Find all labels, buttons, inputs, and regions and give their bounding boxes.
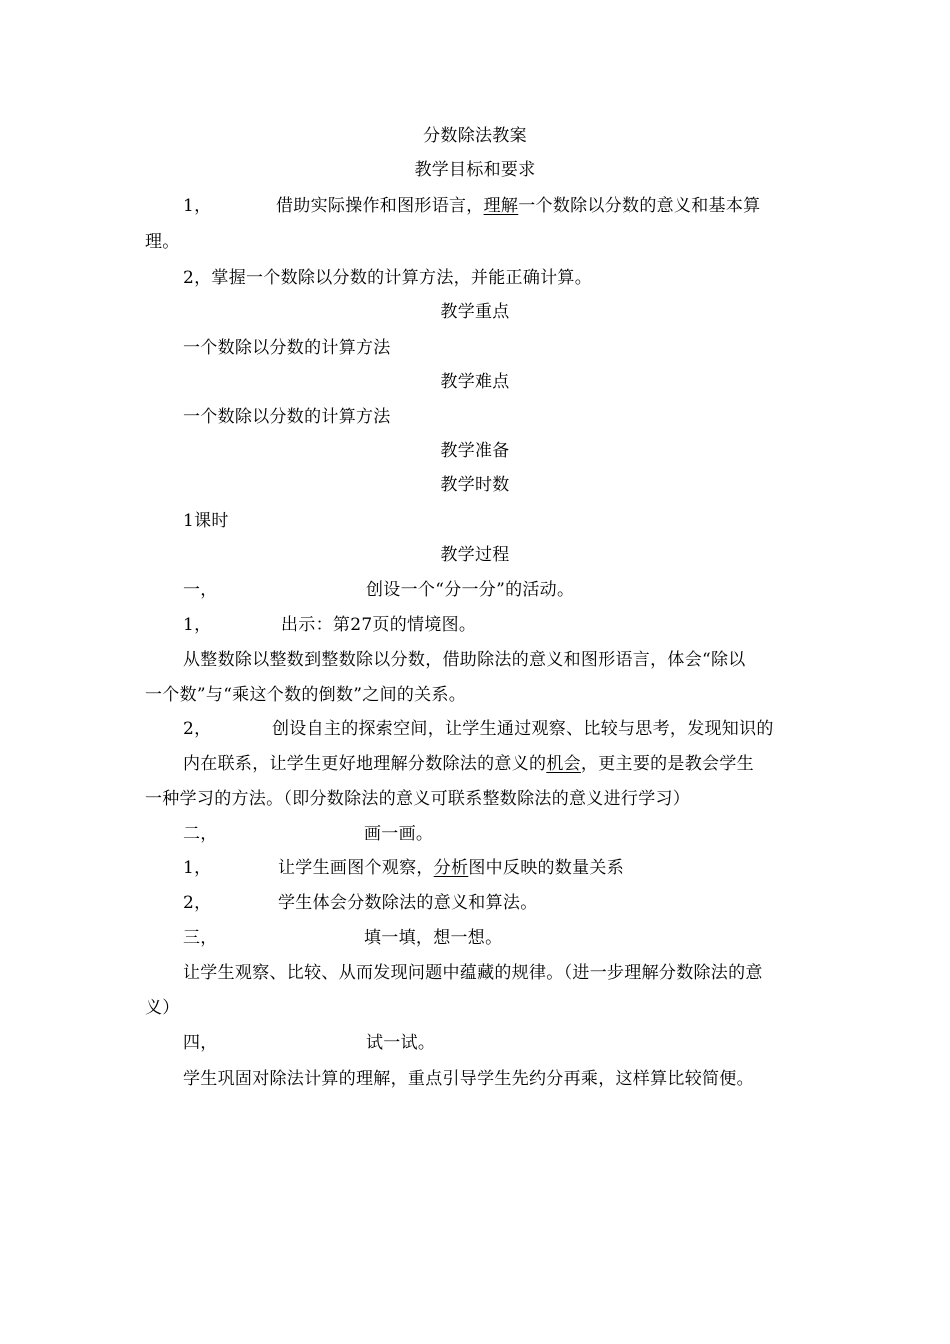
step2-item1-link-analyze[interactable]: 分析	[433, 858, 469, 878]
step2-number: 二，	[183, 824, 218, 844]
step1-item2-line2-post: ，更主要的是教会学生	[580, 754, 754, 774]
goal1-link-understand[interactable]: 理解	[483, 196, 519, 216]
heading-preparation: 教学准备	[440, 441, 510, 461]
step3-title: 填一填，想一想。	[364, 928, 503, 948]
step3-paragraph-line1: 让学生观察、比较、从而发现问题中蕴藏的规律。（进一步理解分数除法的意	[183, 963, 763, 983]
step1-title: 创设一个“分一分”的活动。	[366, 580, 575, 600]
step3-paragraph-line2: 义）	[145, 998, 180, 1018]
step2-item1-text-post: 图中反映的数量关系	[468, 858, 625, 878]
step1-item1-number: 1，	[183, 615, 212, 635]
goal1-number: 1，	[183, 196, 212, 216]
goal1-continuation: 理。	[145, 232, 180, 252]
step1-number: 一，	[183, 580, 218, 600]
step4-number: 四，	[183, 1033, 218, 1053]
step4-title: 试一试。	[366, 1033, 436, 1053]
goal1-text-pre: 借助实际操作和图形语言，	[276, 196, 484, 216]
goal1-text-post: 一个数除以分数的意义和基本算	[518, 196, 761, 216]
goal1-text	[276, 194, 760, 218]
step1-paragraph-line2: 一个数”与“乘这个数的倒数”之间的关系。	[145, 685, 467, 705]
heading-hours: 教学时数	[440, 475, 510, 495]
heading-difficult-point: 教学难点	[440, 372, 510, 392]
step1-item2-text: 创设自主的探索空间，让学生通过观察、比较与思考，发现知识的	[272, 719, 774, 739]
step1-item2-line2-pre: 内在联系，让学生更好地理解分数除法的意义的	[183, 754, 547, 774]
step2-title: 画一画。	[364, 824, 434, 844]
key-point-text: 一个数除以分数的计算方法	[183, 338, 391, 358]
step1-paragraph-line1: 从整数除以整数到整数除以分数，借助除法的意义和图形语言，体会“除以	[183, 650, 746, 670]
hours-text: 1课时	[183, 511, 229, 531]
step1-item2-number: 2，	[183, 719, 212, 739]
step4-paragraph: 学生巩固对除法计算的理解，重点引导学生先约分再乘，这样算比较简便。	[183, 1069, 754, 1089]
step1-item2-line2	[183, 752, 754, 776]
step2-item1-text	[278, 856, 624, 880]
step1-item2-line3: 一种学习的方法。（即分数除法的意义可联系整数除法的意义进行学习）	[145, 789, 691, 809]
step2-item2-number: 2，	[183, 893, 212, 913]
heading-process: 教学过程	[440, 545, 510, 565]
step1-item1-text: 出示：第27页的情境图。	[281, 615, 477, 635]
goal2-text: 2，掌握一个数除以分数的计算方法，并能正确计算。	[183, 268, 593, 288]
step2-item1-text-pre: 让学生画图个观察，	[278, 858, 434, 878]
difficult-point-text: 一个数除以分数的计算方法	[183, 407, 391, 427]
heading-goals: 教学目标和要求	[414, 160, 536, 180]
step3-number: 三，	[183, 928, 218, 948]
step2-item1-number: 1，	[183, 858, 212, 878]
step2-item2-text: 学生体会分数除法的意义和算法。	[278, 893, 538, 913]
heading-key-point: 教学重点	[440, 302, 510, 322]
step1-item2-link-opportunity[interactable]: 机会	[546, 754, 581, 774]
document-title: 分数除法教案	[423, 126, 527, 146]
